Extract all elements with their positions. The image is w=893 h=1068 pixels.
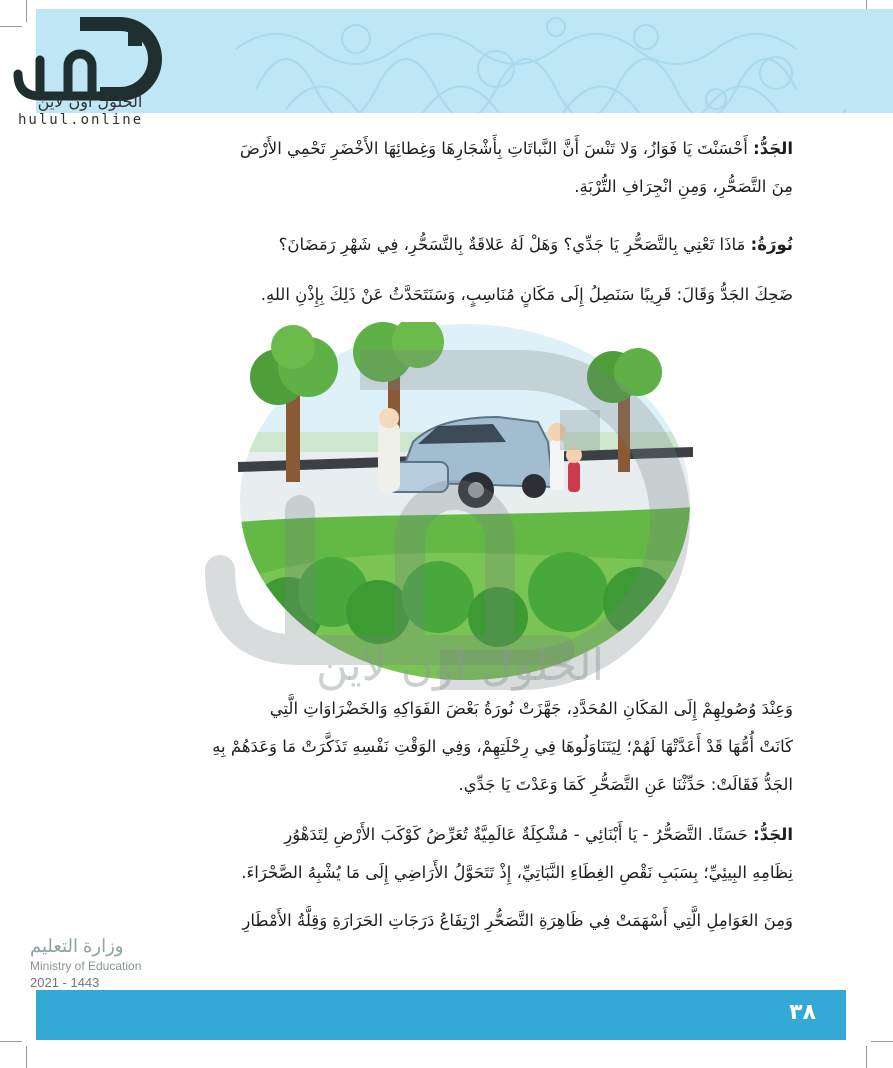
watermark-text: الحلول اون لاين — [316, 640, 604, 691]
ministry-name-ar: وزارة التعليم — [30, 936, 124, 956]
text-line: حَسَنًا. التَّصَحُّرُ - يَا أَبْنَائِي - مُشْكِلَةٌ عَالَمِيَّةٌ تُعَرِّضُ كَوْكَبَ الأَرْضِ لِتَدَهْوُرِ — [284, 825, 748, 844]
text-line: مِنَ التَّصَحُّرِ، وَمِنِ انْجِرَافِ التُّرْبَةِ. — [574, 177, 793, 196]
text-line: وَمِنَ العَوَامِلِ الَّتِي أَسْهَمَتْ فِي ظَاهِرَةِ التَّصَحُّرِ ارْتِفَاعُ دَرَجَاتِ الحَرَارَةِ وَقِلَّةُ الأَمْطَارِ — [242, 911, 793, 930]
crop-mark — [866, 1046, 867, 1068]
paragraph-narration-3 — [242, 902, 793, 940]
footer-band — [36, 990, 846, 1040]
text-line: نِظَامِهِ البِيئِيِّ؛ بِسَبَبِ نَقْصِ الغِطَاءِ النَّبَاتِيِّ، إِذْ تَتَحَوَّلُ الأَرَاضِي إِلَى مَا يُشْبِهُ الصَّحْرَاءَ. — [241, 863, 793, 882]
page-number: ٣٨ — [789, 1000, 816, 1025]
logo-url: hulul.online — [18, 112, 144, 128]
ministry-name-en: Ministry of Education — [30, 959, 142, 973]
paragraph-narration-2 — [212, 690, 793, 804]
paragraph-noura-question — [279, 226, 793, 264]
text-line: مَاذَا تَعْنِي بِالتَّصَحُّرِ يَا جَدِّي؟ وَهَلْ لَهُ عَلاقَةٌ بِالتَّسَحُّرِ، فِي شَهْرِ رَمَضَانَ؟ — [278, 235, 746, 254]
logo-subtitle: الحلول اون لاين — [37, 92, 143, 111]
paragraph-grandfather-2 — [241, 816, 793, 892]
speaker-label: الجَدُّ: — [753, 825, 793, 844]
illustration-family-trip — [238, 322, 693, 682]
speaker-label: نُورَةُ: — [750, 235, 793, 254]
paragraph-narration-1 — [261, 276, 793, 314]
ministry-block — [30, 936, 210, 990]
text-line: الجَدُّ فَقَالَتْ: حَدِّثْنَا عَنِ التَّصَحُّرِ كَمَا وَعَدْتَ يَا جَدِّي. — [458, 775, 793, 794]
crop-mark — [0, 1041, 22, 1042]
text-line: وَعِنْدَ وُصُولِهِمْ إِلَى المَكَانِ المُحَدَّدِ، جَهَّزَتْ نُورَةُ بَعْضَ الفَوَاكِهِ وَالخَضْرَاوَاتِ الَّتِي — [269, 699, 793, 718]
ministry-year: 2021 - 1443 — [30, 975, 100, 990]
crop-mark — [871, 1041, 893, 1042]
paragraph-grandfather-1 — [240, 130, 793, 206]
speaker-label: الجَدُّ: — [753, 139, 793, 158]
text-line: كَانَتْ أُمُّهَا قَدْ أَعَدَّتْهَا لَهُمْ؛ لِيَتَنَاوَلُوهَا فِي رِحْلَتِهِمْ، وَفِي الوَقْتِ نَفْسِهِ تَذَكَّرَتْ مَا وَعَدَهُمْ بِهِ — [212, 737, 793, 756]
text-line: أَحْسَنْتَ يَا فَوَازُ، وَلا تَنْسَ أَنَّ النَّباتَاتِ بِأَشْجَارِهَا وَغِطائِهَا الأَخْضَرِ تَحْمِي الأَرْضَ — [239, 139, 748, 158]
text-line: ضَحِكَ الجَدُّ وَقَالَ: قَرِيبًا سَنَصِلُ إِلَى مَكَانٍ مُنَاسِبٍ، وَسَنَتَحَدَّثُ عَنْ ذَلِكَ بِإِذْنِ اللهِ. — [260, 285, 793, 304]
crop-mark — [26, 1046, 27, 1068]
